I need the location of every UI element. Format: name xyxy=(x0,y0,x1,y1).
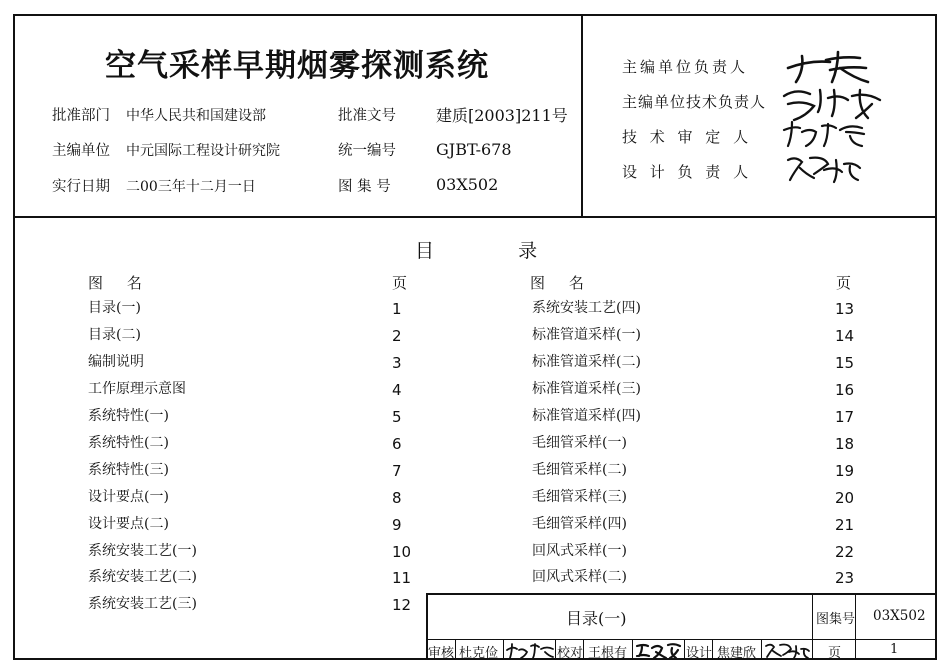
toc-item[interactable]: 设计要点(一) xyxy=(88,489,169,505)
toc-item[interactable]: 系统安装工艺(二) xyxy=(88,569,197,585)
toc-page-number: 21 xyxy=(835,516,855,534)
signature-tech-chief xyxy=(776,82,888,124)
check-name: 王根有 xyxy=(588,646,628,661)
title-block-divider xyxy=(684,639,685,660)
review-name: 杜克俭 xyxy=(459,646,499,661)
toc-page-number: 2 xyxy=(392,327,402,345)
toc-page-number: 7 xyxy=(392,462,402,480)
toc-page-number: 20 xyxy=(835,489,855,507)
title-block-divider xyxy=(503,639,504,660)
toc-item[interactable]: 回风式采样(二) xyxy=(532,569,627,585)
toc-item[interactable]: 目录(一) xyxy=(88,300,141,316)
toc-page-number: 11 xyxy=(392,569,412,587)
toc-page-number: 19 xyxy=(835,462,855,480)
atlas-no-value: 03X502 xyxy=(873,608,926,624)
toc-page-number: 12 xyxy=(392,596,412,614)
check-label: 校对 xyxy=(557,646,584,661)
toc-item[interactable]: 设计要点(二) xyxy=(88,516,169,532)
title-block-divider xyxy=(761,639,762,660)
signature-tech-review xyxy=(780,120,870,150)
design-label: 设计 xyxy=(686,646,713,661)
field-value-effective-date: 二00三年十二月一日 xyxy=(126,179,256,195)
design-signature xyxy=(763,640,811,660)
toc-title-left: 目 xyxy=(415,240,435,262)
toc-item[interactable]: 系统特性(一) xyxy=(88,408,169,424)
toc-page-number: 14 xyxy=(835,327,855,345)
review-label: 审核 xyxy=(428,646,455,661)
toc-page-number: 18 xyxy=(835,435,855,453)
toc-item[interactable]: 系统安装工艺(一) xyxy=(88,543,197,559)
field-value-atlas-no: 03X502 xyxy=(436,175,499,194)
page-value: 1 xyxy=(890,642,899,657)
review-signature xyxy=(505,640,555,660)
field-label-atlas-no: 图 集 号 xyxy=(338,179,391,195)
design-name: 焦建欣 xyxy=(717,646,757,661)
toc-page-number: 13 xyxy=(835,300,855,318)
toc-page-number: 5 xyxy=(392,408,402,426)
toc-item[interactable]: 目录(二) xyxy=(88,327,141,343)
toc-item[interactable]: 系统特性(二) xyxy=(88,435,169,451)
field-label-approval-no: 批准文号 xyxy=(338,108,396,124)
page-label: 页 xyxy=(828,646,842,661)
toc-item[interactable]: 工作原理示意图 xyxy=(88,381,186,397)
toc-item[interactable]: 标准管道采样(二) xyxy=(532,354,641,370)
toc-item[interactable]: 回风式采样(一) xyxy=(532,543,627,559)
field-label-effective-date: 实行日期 xyxy=(52,179,110,195)
field-value-approval-dept: 中华人民共和国建设部 xyxy=(126,108,266,124)
resp-label-design-chief: 设 计 负 责 人 xyxy=(622,163,753,181)
field-label-approval-dept: 批准部门 xyxy=(52,108,110,124)
toc-page-number: 17 xyxy=(835,408,855,426)
atlas-title: 空气采样早期烟雾探测系统 xyxy=(105,48,489,84)
field-value-editor-unit: 中元国际工程设计研究院 xyxy=(126,143,280,159)
title-block-divider xyxy=(712,639,713,660)
resp-label-tech-chief: 主编单位技术负责人 xyxy=(622,93,767,111)
header-divider xyxy=(13,216,937,218)
title-block-divider xyxy=(455,639,456,660)
resp-label-chief-unit: 主编单位负责人 xyxy=(622,58,749,76)
signature-design-chief xyxy=(784,152,864,184)
field-label-editor-unit: 主编单位 xyxy=(52,143,110,159)
toc-page-number: 10 xyxy=(392,543,412,561)
check-signature xyxy=(634,640,684,660)
title-block-divider xyxy=(555,639,556,660)
toc-title-right: 录 xyxy=(518,240,538,262)
toc-page-number: 22 xyxy=(835,543,855,561)
field-value-unified-no: GJBT-678 xyxy=(436,140,512,159)
toc-page-number: 16 xyxy=(835,381,855,399)
toc-page-number: 9 xyxy=(392,516,402,534)
toc-item[interactable]: 标准管道采样(三) xyxy=(532,381,641,397)
resp-label-tech-review: 技 术 审 定 人 xyxy=(622,128,753,146)
toc-item[interactable]: 毛细管采样(一) xyxy=(532,435,627,451)
header-vertical-divider xyxy=(581,14,583,217)
toc-item[interactable]: 系统安装工艺(四) xyxy=(532,300,641,316)
title-block-divider xyxy=(812,593,813,660)
title-block-divider xyxy=(583,639,584,660)
col-head-page-left: 页 xyxy=(392,274,408,292)
signature-chief-unit xyxy=(782,46,874,86)
field-label-unified-no: 统一编号 xyxy=(338,143,396,159)
toc-item[interactable]: 毛细管采样(四) xyxy=(532,516,627,532)
toc-page-number: 6 xyxy=(392,435,402,453)
atlas-no-label: 图集号 xyxy=(816,612,856,627)
col-head-page-right: 页 xyxy=(836,274,852,292)
col-head-name-left: 图 名 xyxy=(88,274,142,292)
toc-page-number: 8 xyxy=(392,489,402,507)
toc-item[interactable]: 编制说明 xyxy=(88,354,144,370)
toc-item[interactable]: 标准管道采样(一) xyxy=(532,327,641,343)
title-block-divider xyxy=(855,593,856,660)
toc-page-number: 3 xyxy=(392,354,402,372)
toc-item[interactable]: 毛细管采样(三) xyxy=(532,489,627,505)
toc-item[interactable]: 毛细管采样(二) xyxy=(532,462,627,478)
toc-page-number: 23 xyxy=(835,569,855,587)
toc-item[interactable]: 标准管道采样(四) xyxy=(532,408,641,424)
col-head-name-right: 图 名 xyxy=(530,274,584,292)
sheet-name: 目录(一) xyxy=(566,609,627,628)
toc-item[interactable]: 系统安装工艺(三) xyxy=(88,596,197,612)
toc-title xyxy=(415,236,537,263)
field-value-approval-no: 建质[2003]211号 xyxy=(436,106,568,125)
toc-page-number: 4 xyxy=(392,381,402,399)
toc-page-number: 1 xyxy=(392,300,402,318)
toc-item[interactable]: 系统特性(三) xyxy=(88,462,169,478)
title-block-divider xyxy=(632,639,633,660)
toc-page-number: 15 xyxy=(835,354,855,372)
